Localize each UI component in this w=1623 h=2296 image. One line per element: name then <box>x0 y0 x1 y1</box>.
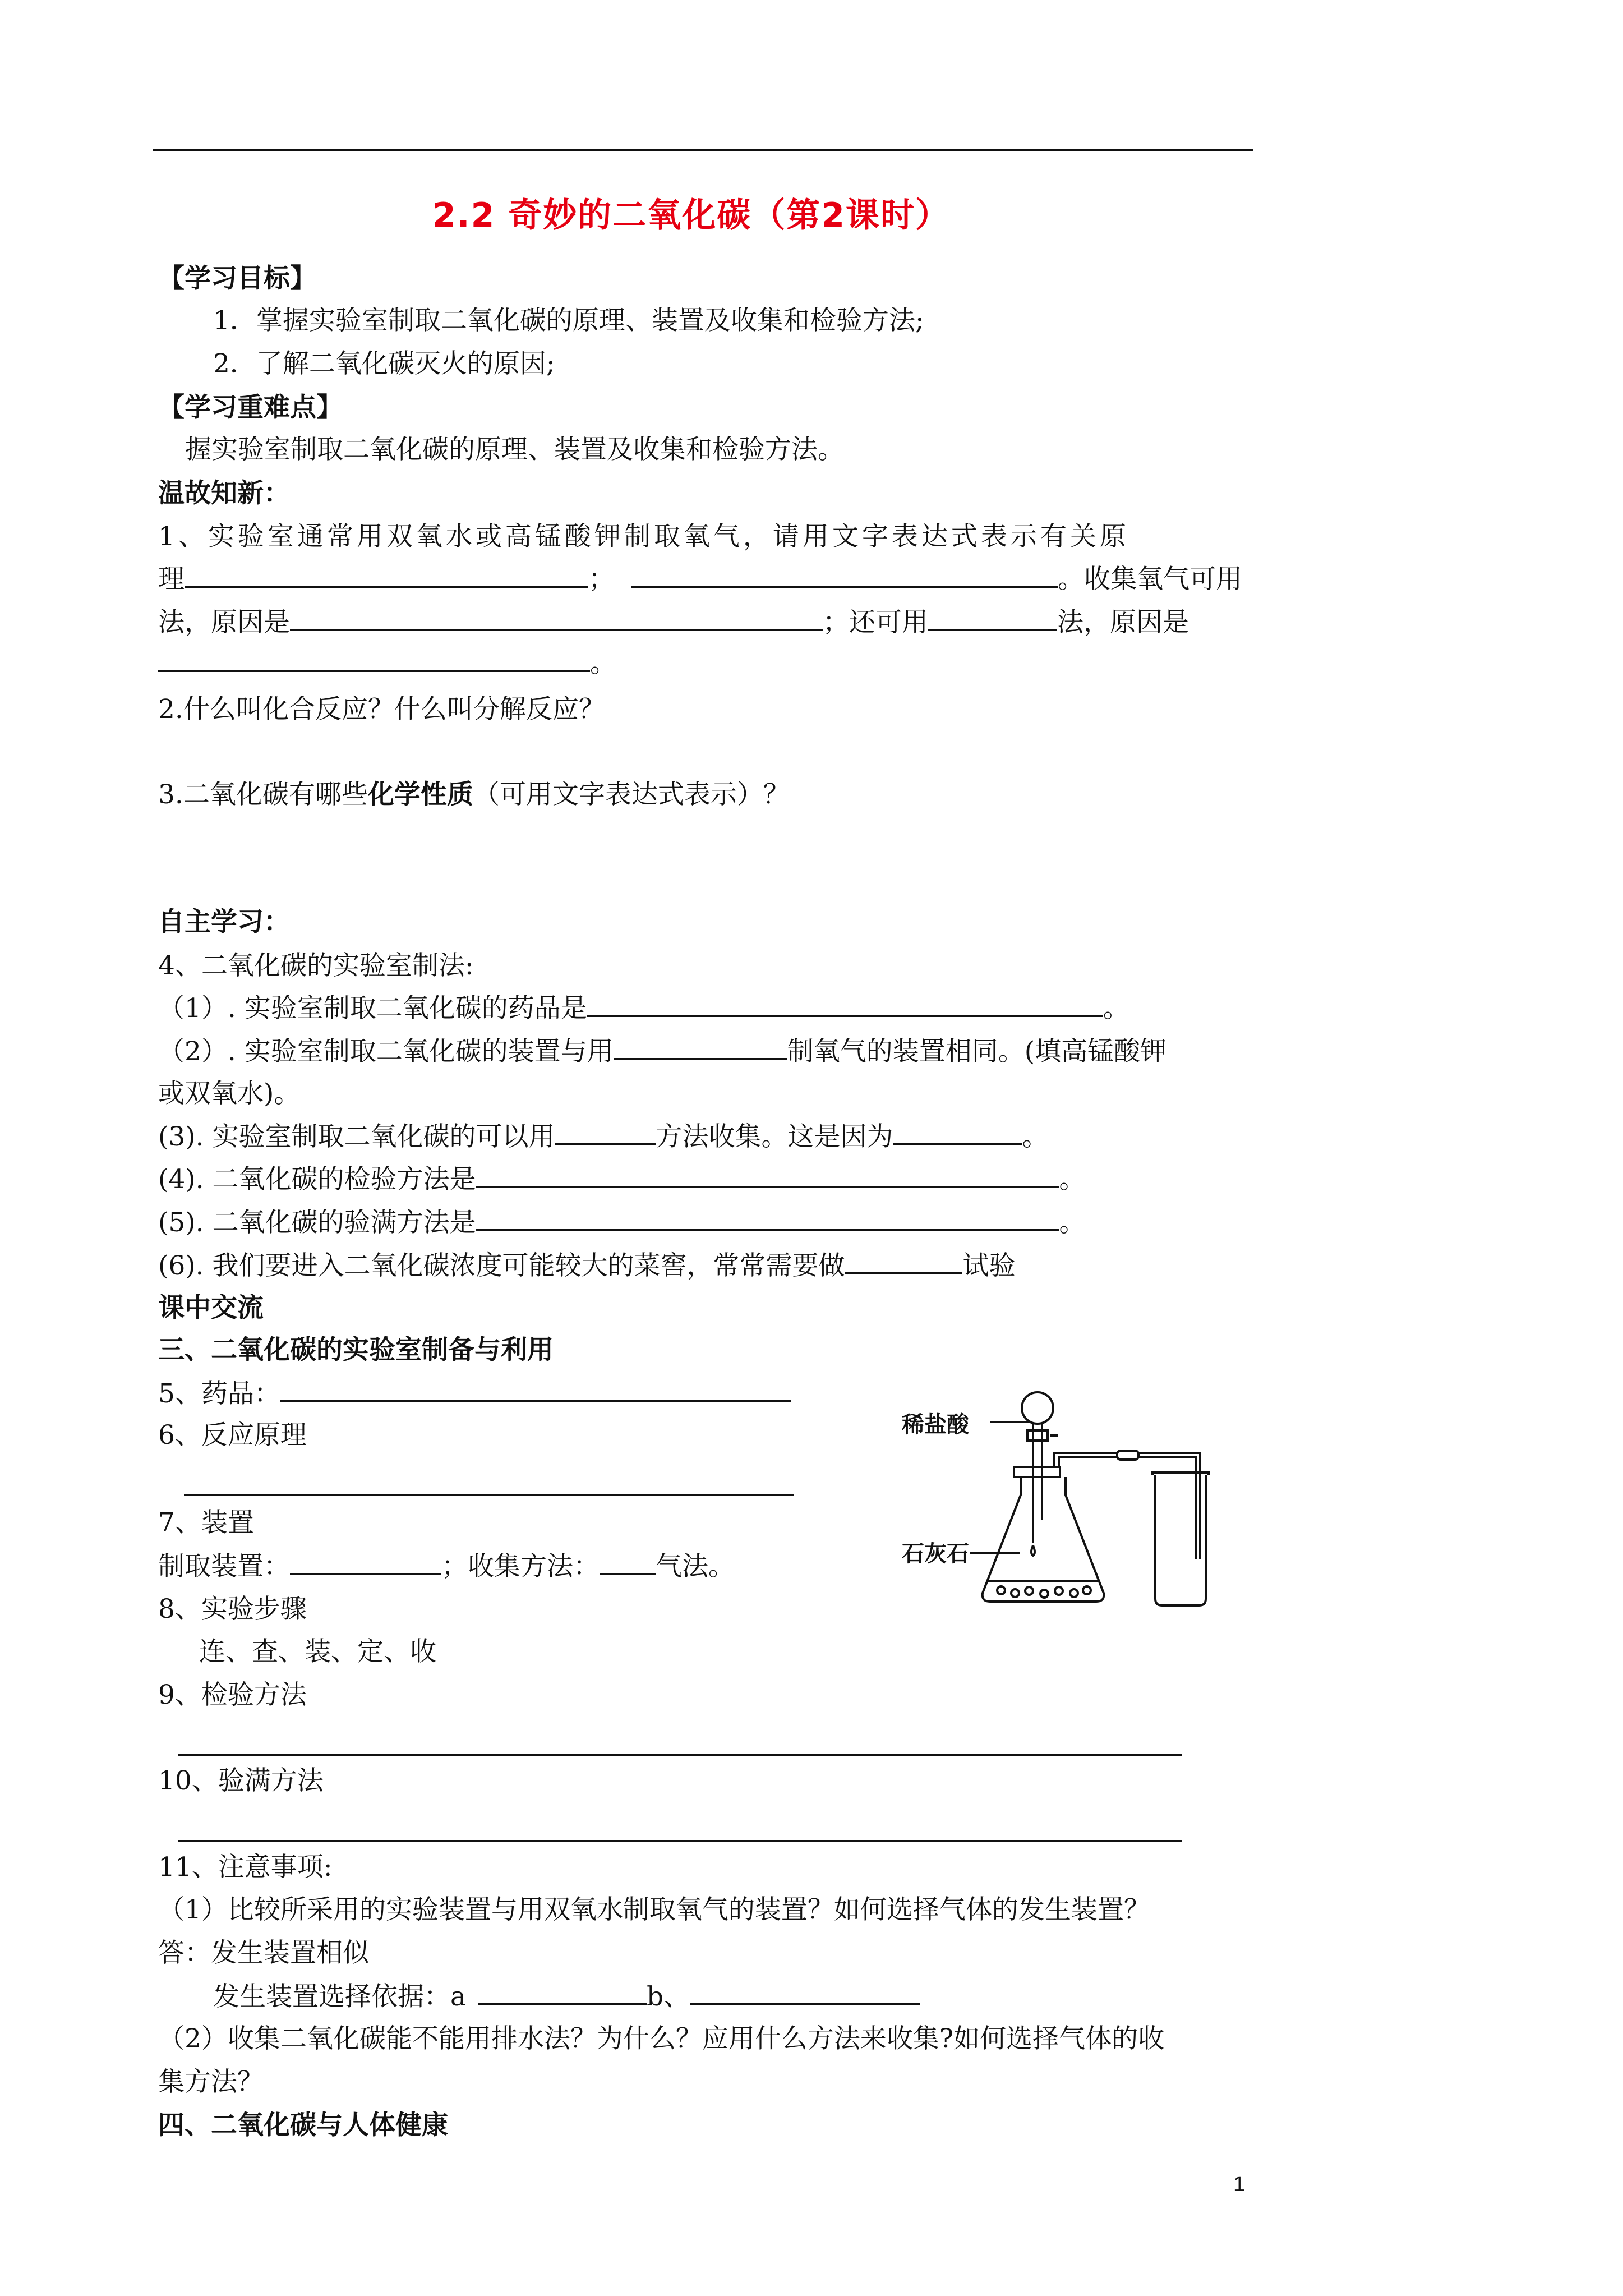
answer-blank-reason-2[interactable] <box>158 645 590 672</box>
self-q4: 4、二氧化碳的实验室制法: <box>158 950 474 981</box>
answer-blank-basis-a[interactable] <box>478 1978 647 2005</box>
self-s3-text: (3). 实验室制取二氧化碳的可以用 <box>158 1121 555 1152</box>
header-rule <box>153 149 1253 151</box>
class-note-2-cont: 集方法？ <box>158 2067 264 2097</box>
punct-semicolon: ； <box>588 564 615 595</box>
punct-period: 。 <box>1103 993 1129 1024</box>
punct-period: 。 <box>1022 1121 1049 1152</box>
answer-line-test[interactable] <box>178 1754 1182 1756</box>
diagram-label-stone: 石灰石 <box>902 1540 969 1567</box>
class-q7-label-a: 制取装置： <box>158 1551 290 1582</box>
review-q1-also-text: ；还可用 <box>823 607 928 638</box>
answer-blank-gas-method[interactable] <box>600 1548 656 1575</box>
self-s4 <box>158 1161 1085 1198</box>
self-study-heading: 自主学习： <box>158 907 290 937</box>
class-q8-steps: 连、查、装、定、收 <box>199 1636 436 1667</box>
class-note-2: （2）收集二氧化碳能不能用排水法？为什么？应用什么方法来收集?如何选择气体的收 <box>158 2023 1165 2054</box>
review-q3-emphasis: 化学性质 <box>367 779 473 810</box>
class-q5-label: 5、药品： <box>158 1378 280 1409</box>
class-basis-label-b: b、 <box>647 1981 690 2012</box>
review-q1-line3 <box>158 604 1189 641</box>
self-s2-text-b: 制氧气的装置相同。(填高锰酸钾 <box>787 1036 1167 1067</box>
review-q3-text-a: 3.二氧化碳有哪些 <box>158 779 368 810</box>
answer-blank-test-name[interactable] <box>845 1248 962 1274</box>
self-s2-cont: 或双氧水)。 <box>158 1078 301 1109</box>
answer-blank-full-check[interactable] <box>476 1204 1059 1231</box>
answer-line-principle[interactable] <box>184 1494 794 1496</box>
page-title: 2.2 奇妙的二氧化碳（第2课时） <box>432 196 950 235</box>
answer-blank-principle-2[interactable] <box>631 561 1058 588</box>
class-note-1: （1）比较所采用的实验装置与用双氧水制取氧气的装置？如何选择气体的发生装置？ <box>158 1894 1150 1925</box>
class-q6: 6、反应原理 <box>158 1420 307 1451</box>
class-q7: 7、装置 <box>158 1507 254 1538</box>
answer-blank-principle-1[interactable] <box>185 561 588 588</box>
self-s6-text-b: 试验 <box>962 1250 1016 1281</box>
self-s2-text: （2）. 实验室制取二氧化碳的装置与用 <box>158 1036 614 1067</box>
page-number: 1 <box>1233 2173 1246 2196</box>
class-answer-1-basis <box>213 1978 920 2015</box>
class-q9: 9、检验方法 <box>158 1680 307 1710</box>
review-q1-reason-label: 法，原因是 <box>158 607 290 638</box>
punct-period: 。 <box>1059 1164 1086 1195</box>
class-q5 <box>158 1375 791 1412</box>
answer-blank-method-2[interactable] <box>928 604 1057 631</box>
answer-blank-make-apparatus[interactable] <box>290 1548 441 1575</box>
class-q7-detail <box>158 1548 735 1585</box>
punct-period: 。 <box>590 648 616 679</box>
class-answer-1: 答：发生装置相似 <box>158 1938 369 1968</box>
self-s3-text-b: 方法收集。这是因为 <box>656 1121 893 1152</box>
answer-blank-because[interactable] <box>893 1119 1022 1145</box>
answer-blank-test-method[interactable] <box>476 1161 1059 1188</box>
answer-blank-collect-method[interactable] <box>555 1119 656 1145</box>
class-basis-label-a: 发生装置选择依据：a <box>213 1981 467 2012</box>
self-s1 <box>158 990 1129 1027</box>
answer-blank-apparatus[interactable] <box>614 1033 787 1060</box>
class-heading: 课中交流 <box>158 1292 264 1323</box>
answer-blank-reason-1[interactable] <box>290 604 823 631</box>
self-s2 <box>158 1033 1166 1070</box>
review-q1-line2 <box>158 561 1242 597</box>
section-4-heading: 四、二氧化碳与人体健康 <box>158 2110 448 2141</box>
class-q11: 11、注意事项: <box>158 1852 333 1883</box>
review-q1-reason-label-2: 法，原因是 <box>1057 607 1189 638</box>
class-q7-label-c: 气法。 <box>656 1551 735 1582</box>
co2-apparatus-diagram <box>886 1374 1223 1616</box>
key-text: 握实验室制取二氧化碳的原理、装置及收集和检验方法。 <box>185 434 844 465</box>
key-heading: 【学习重难点】 <box>158 392 343 423</box>
review-q1-label-li: 理 <box>158 564 185 595</box>
answer-blank-reagents[interactable] <box>587 990 1103 1017</box>
answer-line-full-check[interactable] <box>178 1840 1182 1842</box>
apparatus-drawing <box>886 1374 1223 1616</box>
answer-blank-basis-b[interactable] <box>690 1978 920 2005</box>
goal-item-1: 1．掌握实验室制取二氧化碳的原理、装置及收集和检验方法; <box>213 305 924 336</box>
review-q1-collect-text: 。收集氧气可用 <box>1058 564 1242 595</box>
goal-item-2: 2．了解二氧化碳灭火的原因; <box>213 348 555 379</box>
review-q1-line1: 1、实验室通常用双氧水或高锰酸钾制取氧气，请用文字表达式表示有关原 <box>158 521 1129 552</box>
class-q10: 10、验满方法 <box>158 1765 324 1796</box>
review-q3 <box>158 777 790 813</box>
goals-heading: 【学习目标】 <box>158 263 316 294</box>
review-q3-text-c: （可用文字表达式表示）？ <box>473 779 790 810</box>
self-s6-text: (6). 我们要进入二氧化碳浓度可能较大的菜窖，常常需要做 <box>158 1250 845 1281</box>
class-q7-label-b: ；收集方法： <box>441 1551 600 1582</box>
diagram-label-acid: 稀盐酸 <box>902 1411 969 1438</box>
review-q1-line4 <box>158 645 616 682</box>
self-s5 <box>158 1204 1085 1241</box>
review-heading: 温故知新： <box>158 478 290 509</box>
self-s1-text: （1）. 实验室制取二氧化碳的药品是 <box>158 993 587 1024</box>
self-s3 <box>158 1119 1048 1155</box>
self-s6 <box>158 1248 1015 1284</box>
punct-period: 。 <box>1059 1207 1086 1238</box>
self-s4-text: (4). 二氧化碳的检验方法是 <box>158 1164 476 1195</box>
section-3-heading: 三、二氧化碳的实验室制备与利用 <box>158 1335 554 1365</box>
review-q2: 2.什么叫化合反应？什么叫分解反应？ <box>158 694 605 725</box>
class-q8: 8、实验步骤 <box>158 1594 307 1625</box>
answer-blank-drugs[interactable] <box>280 1375 791 1402</box>
self-s5-text: (5). 二氧化碳的验满方法是 <box>158 1207 476 1238</box>
